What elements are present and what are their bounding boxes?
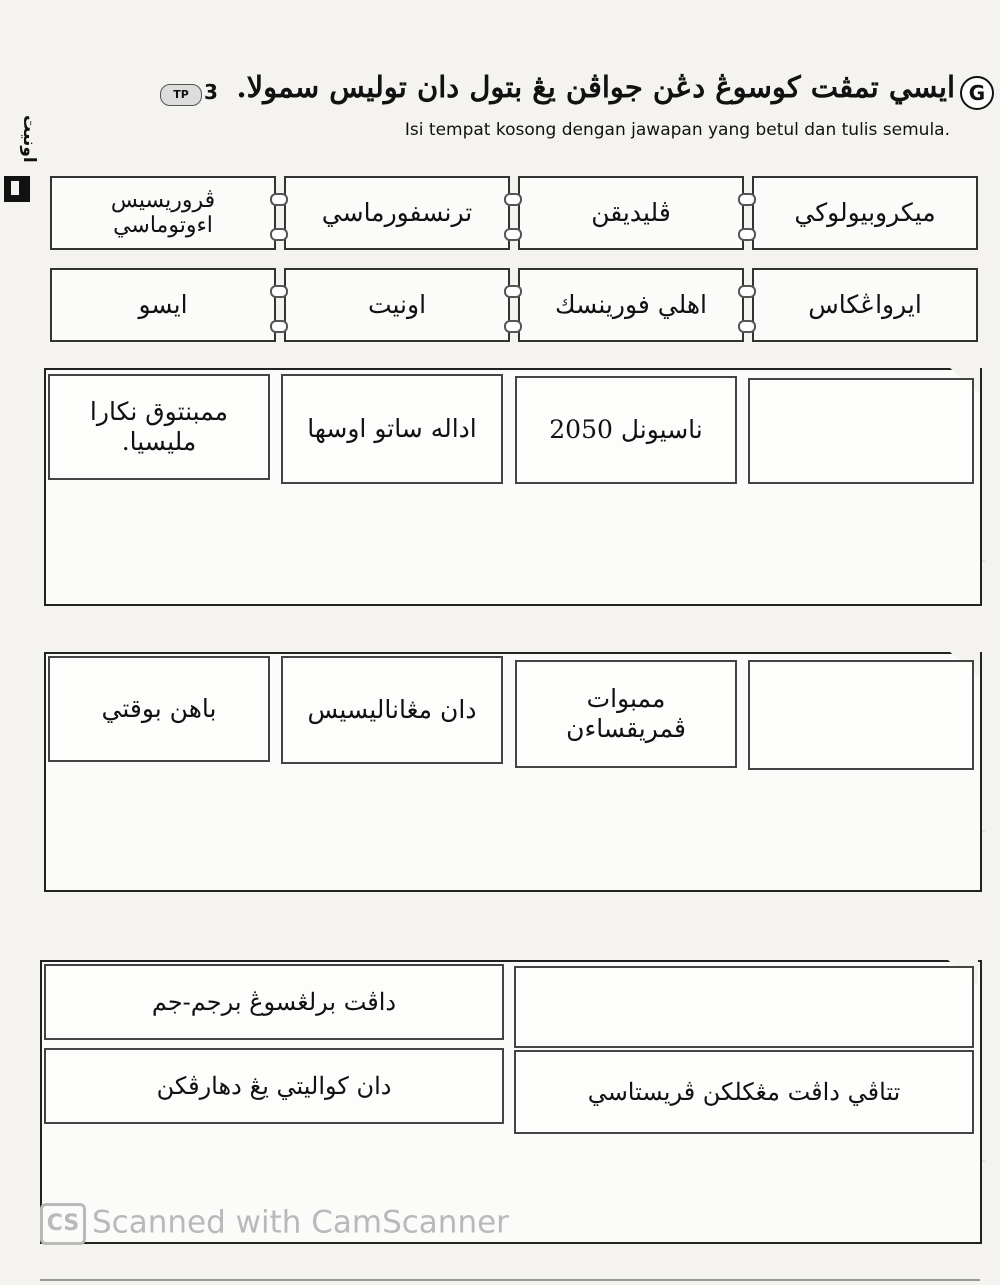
word-card: ڤليديقن: [518, 176, 744, 250]
text-cell: اداله ساتو اوسها: [281, 374, 503, 484]
binder-ring-icon: [504, 285, 522, 298]
word-card: ترنسفورماسي: [284, 176, 510, 250]
text-cell: باهن بوقتي: [48, 656, 270, 762]
binder-ring-icon: [270, 285, 288, 298]
scanner-watermark: [40, 1203, 509, 1245]
answer-area-1[interactable]: [46, 484, 976, 600]
bottom-divider: [40, 1279, 980, 1281]
section-badge: G: [960, 76, 994, 110]
text-cell: ناسيونل 2050: [515, 376, 737, 484]
binder-ring-icon: [504, 320, 522, 333]
binder-ring-icon: [738, 320, 756, 333]
text-cell: ممبوات ڤمريقساءن: [515, 660, 737, 768]
binder-ring-icon: [270, 193, 288, 206]
binder-ring-icon: [738, 228, 756, 241]
text-cell: ممبنتوق نكارا مليسيا.: [48, 374, 270, 480]
word-card: ايسو: [50, 268, 276, 342]
blank-cell[interactable]: [514, 966, 974, 1048]
tp-level: 3: [204, 80, 218, 104]
camscanner-logo-icon: CS: [40, 1203, 86, 1245]
binder-ring-icon: [504, 193, 522, 206]
blank-cell[interactable]: [748, 378, 974, 484]
text-cell: دان مڠاناليسيس: [281, 656, 503, 764]
unit-side-label: اونيت: [19, 115, 39, 163]
text-cell: داڤت برلڠسوڠ برجم-جم: [44, 964, 504, 1040]
instruction-title-jawi: ايسي تمڤت كوسوڠ دڠن جواڤن يڠ بتول دان توليس سمولا.: [236, 70, 955, 104]
binder-ring-icon: [270, 228, 288, 241]
answer-area-2[interactable]: [46, 772, 976, 886]
word-card: ميكروبيولوكي: [752, 176, 978, 250]
unit-number-box: [4, 176, 30, 202]
binder-ring-icon: [504, 228, 522, 241]
tp-badge: TP: [160, 84, 202, 106]
binder-ring-icon: [738, 285, 756, 298]
binder-ring-icon: [270, 320, 288, 333]
blank-cell[interactable]: [748, 660, 974, 770]
word-card: اهلي فورينسك: [518, 268, 744, 342]
word-card: اونيت: [284, 268, 510, 342]
binder-ring-icon: [738, 193, 756, 206]
text-cell: تتاڤي داڤت مڠكلكن ڤريستاسي: [514, 1050, 974, 1134]
word-card: ڤروريسيس اءوتوماسي: [50, 176, 276, 250]
watermark-text: Scanned with CamScanner: [92, 1204, 509, 1241]
text-cell: دان كواليتي يڠ دهارڤكن: [44, 1048, 504, 1124]
instruction-subtitle: Isi tempat kosong dengan jawapan yang betul dan tulis semula.: [404, 120, 950, 140]
word-card: ايرواڠكاس: [752, 268, 978, 342]
